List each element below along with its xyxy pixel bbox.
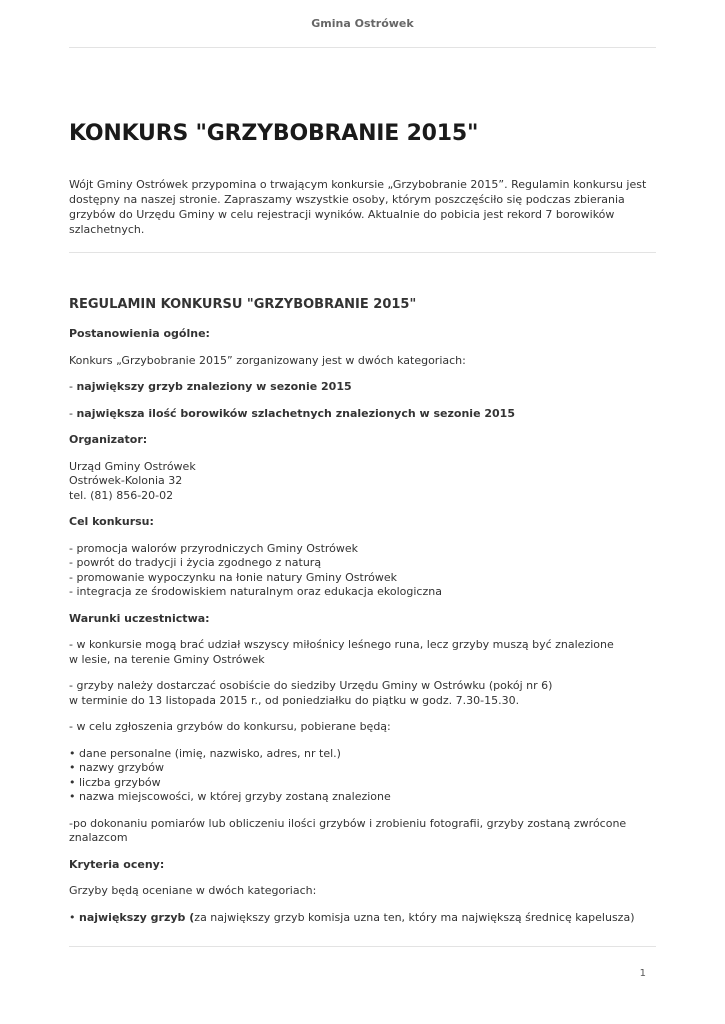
list-item-text: liczba grzybów	[79, 775, 161, 789]
article-intro: Wójt Gminy Ostrówek przypomina o trwającym konkursie „Grzybobranie 2015”. Regulamin konkursu jest dostępny na naszej stronie. Zapraszamy wszystkie osoby, którym poszczęściło się podczas zbierania grzybów do Urzędu Gminy w celu rejestracji wyników. Aktualnie do pobicia jest rekord 7 borowików szlachetnych.	[69, 178, 647, 236]
bullet-icon: •	[69, 746, 76, 760]
goal-item: - integracja ze środowiskiem naturalnym oraz edukacja ekologiczna	[69, 585, 442, 598]
criteria-text: Grzyby będą oceniane w dwóch kategoriach:	[69, 884, 317, 897]
bullet-icon: •	[69, 761, 76, 774]
category-item	[69, 380, 659, 395]
collected-data-list	[69, 747, 659, 805]
goal-list	[69, 542, 659, 600]
organizer-heading: Organizator:	[69, 433, 148, 446]
goal-item: - promowanie wypoczynku na łonie natury Gminy Ostrówek	[69, 570, 397, 584]
category-dash: -	[69, 380, 77, 393]
condition-1	[69, 638, 659, 667]
condition-2	[69, 679, 659, 708]
list-item-text: nazwa miejscowości, w której grzyby zostaną znalezione	[79, 790, 391, 803]
category-2-text: największa ilość borowików szlachetnych znalezionych w sezonie 2015	[76, 406, 515, 420]
organizer-phone: tel. (81) 856-20-02	[69, 488, 174, 502]
criteria-item	[69, 911, 659, 926]
site-header-title: Gmina Ostrówek	[311, 17, 414, 30]
regulations-body	[69, 327, 659, 937]
organizer-street: Ostrówek-Kolonia 32	[69, 474, 183, 487]
category-item	[69, 407, 659, 422]
regulations-title: REGULAMIN KONKURSU "GRZYBOBRANIE 2015"	[69, 297, 417, 312]
organizer-address	[69, 460, 659, 504]
general-provisions-heading: Postanowienia ogólne:	[69, 327, 210, 340]
condition-3: - w celu zgłoszenia grzybów do konkursu, pobierane będą:	[69, 720, 391, 733]
article-title: KONKURS "GRZYBOBRANIE 2015"	[69, 121, 479, 146]
condition-4: -po dokonaniu pomiarów lub obliczeniu ilości grzybów i zrobieniu fotografii, grzyby zostaną zwrócone znalazcom	[69, 816, 627, 844]
list-item-text: nazwy grzybów	[79, 761, 164, 774]
list-item	[69, 761, 659, 776]
section-divider	[69, 252, 656, 253]
header-divider	[69, 47, 656, 48]
category-1-text: największy grzyb znaleziony w sezonie 2015	[76, 380, 352, 393]
organizer-name: Urząd Gminy Ostrówek	[69, 459, 196, 473]
list-item	[69, 790, 659, 805]
goal-item: - powrót do tradycji i życia zgodnego z naturą	[69, 556, 322, 569]
footer-divider	[69, 946, 656, 947]
page-number: 1	[639, 968, 646, 979]
list-item-text: dane personalne (imię, nazwisko, adres, nr tel.)	[79, 746, 341, 760]
list-item	[69, 747, 659, 762]
list-item	[69, 776, 659, 791]
condition-2-line: - grzyby należy dostarczać osobiście do siedziby Urzędu Gminy w Ostrówku (pokój nr 6)	[69, 679, 553, 692]
condition-2-line: w terminie do 13 listopada 2015 r., od poniedziałku do piątku w godz. 7.30-15.30.	[69, 693, 520, 707]
goal-heading: Cel konkursu:	[69, 515, 154, 528]
criteria-heading: Kryteria oceny:	[69, 857, 165, 871]
criteria-1-label: największy grzyb (	[79, 910, 195, 924]
goal-item: - promocja walorów przyrodniczych Gminy Ostrówek	[69, 541, 359, 555]
category-dash: -	[69, 406, 77, 420]
condition-1-line: w lesie, na terenie Gminy Ostrówek	[69, 652, 265, 666]
bullet-icon: •	[69, 790, 76, 803]
bullet-icon: •	[69, 910, 76, 924]
criteria-1-text: za największy grzyb komisja uzna ten, który ma największą średnicę kapelusza)	[194, 910, 635, 924]
condition-1-line: - w konkursie mogą brać udział wszyscy miłośnicy leśnego runa, lecz grzyby muszą być znalezione	[69, 638, 614, 651]
conditions-heading: Warunki uczestnictwa:	[69, 611, 210, 625]
general-provisions-text: Konkurs „Grzybobranie 2015” zorganizowany jest w dwóch kategoriach:	[69, 353, 466, 367]
bullet-icon: •	[69, 775, 76, 789]
